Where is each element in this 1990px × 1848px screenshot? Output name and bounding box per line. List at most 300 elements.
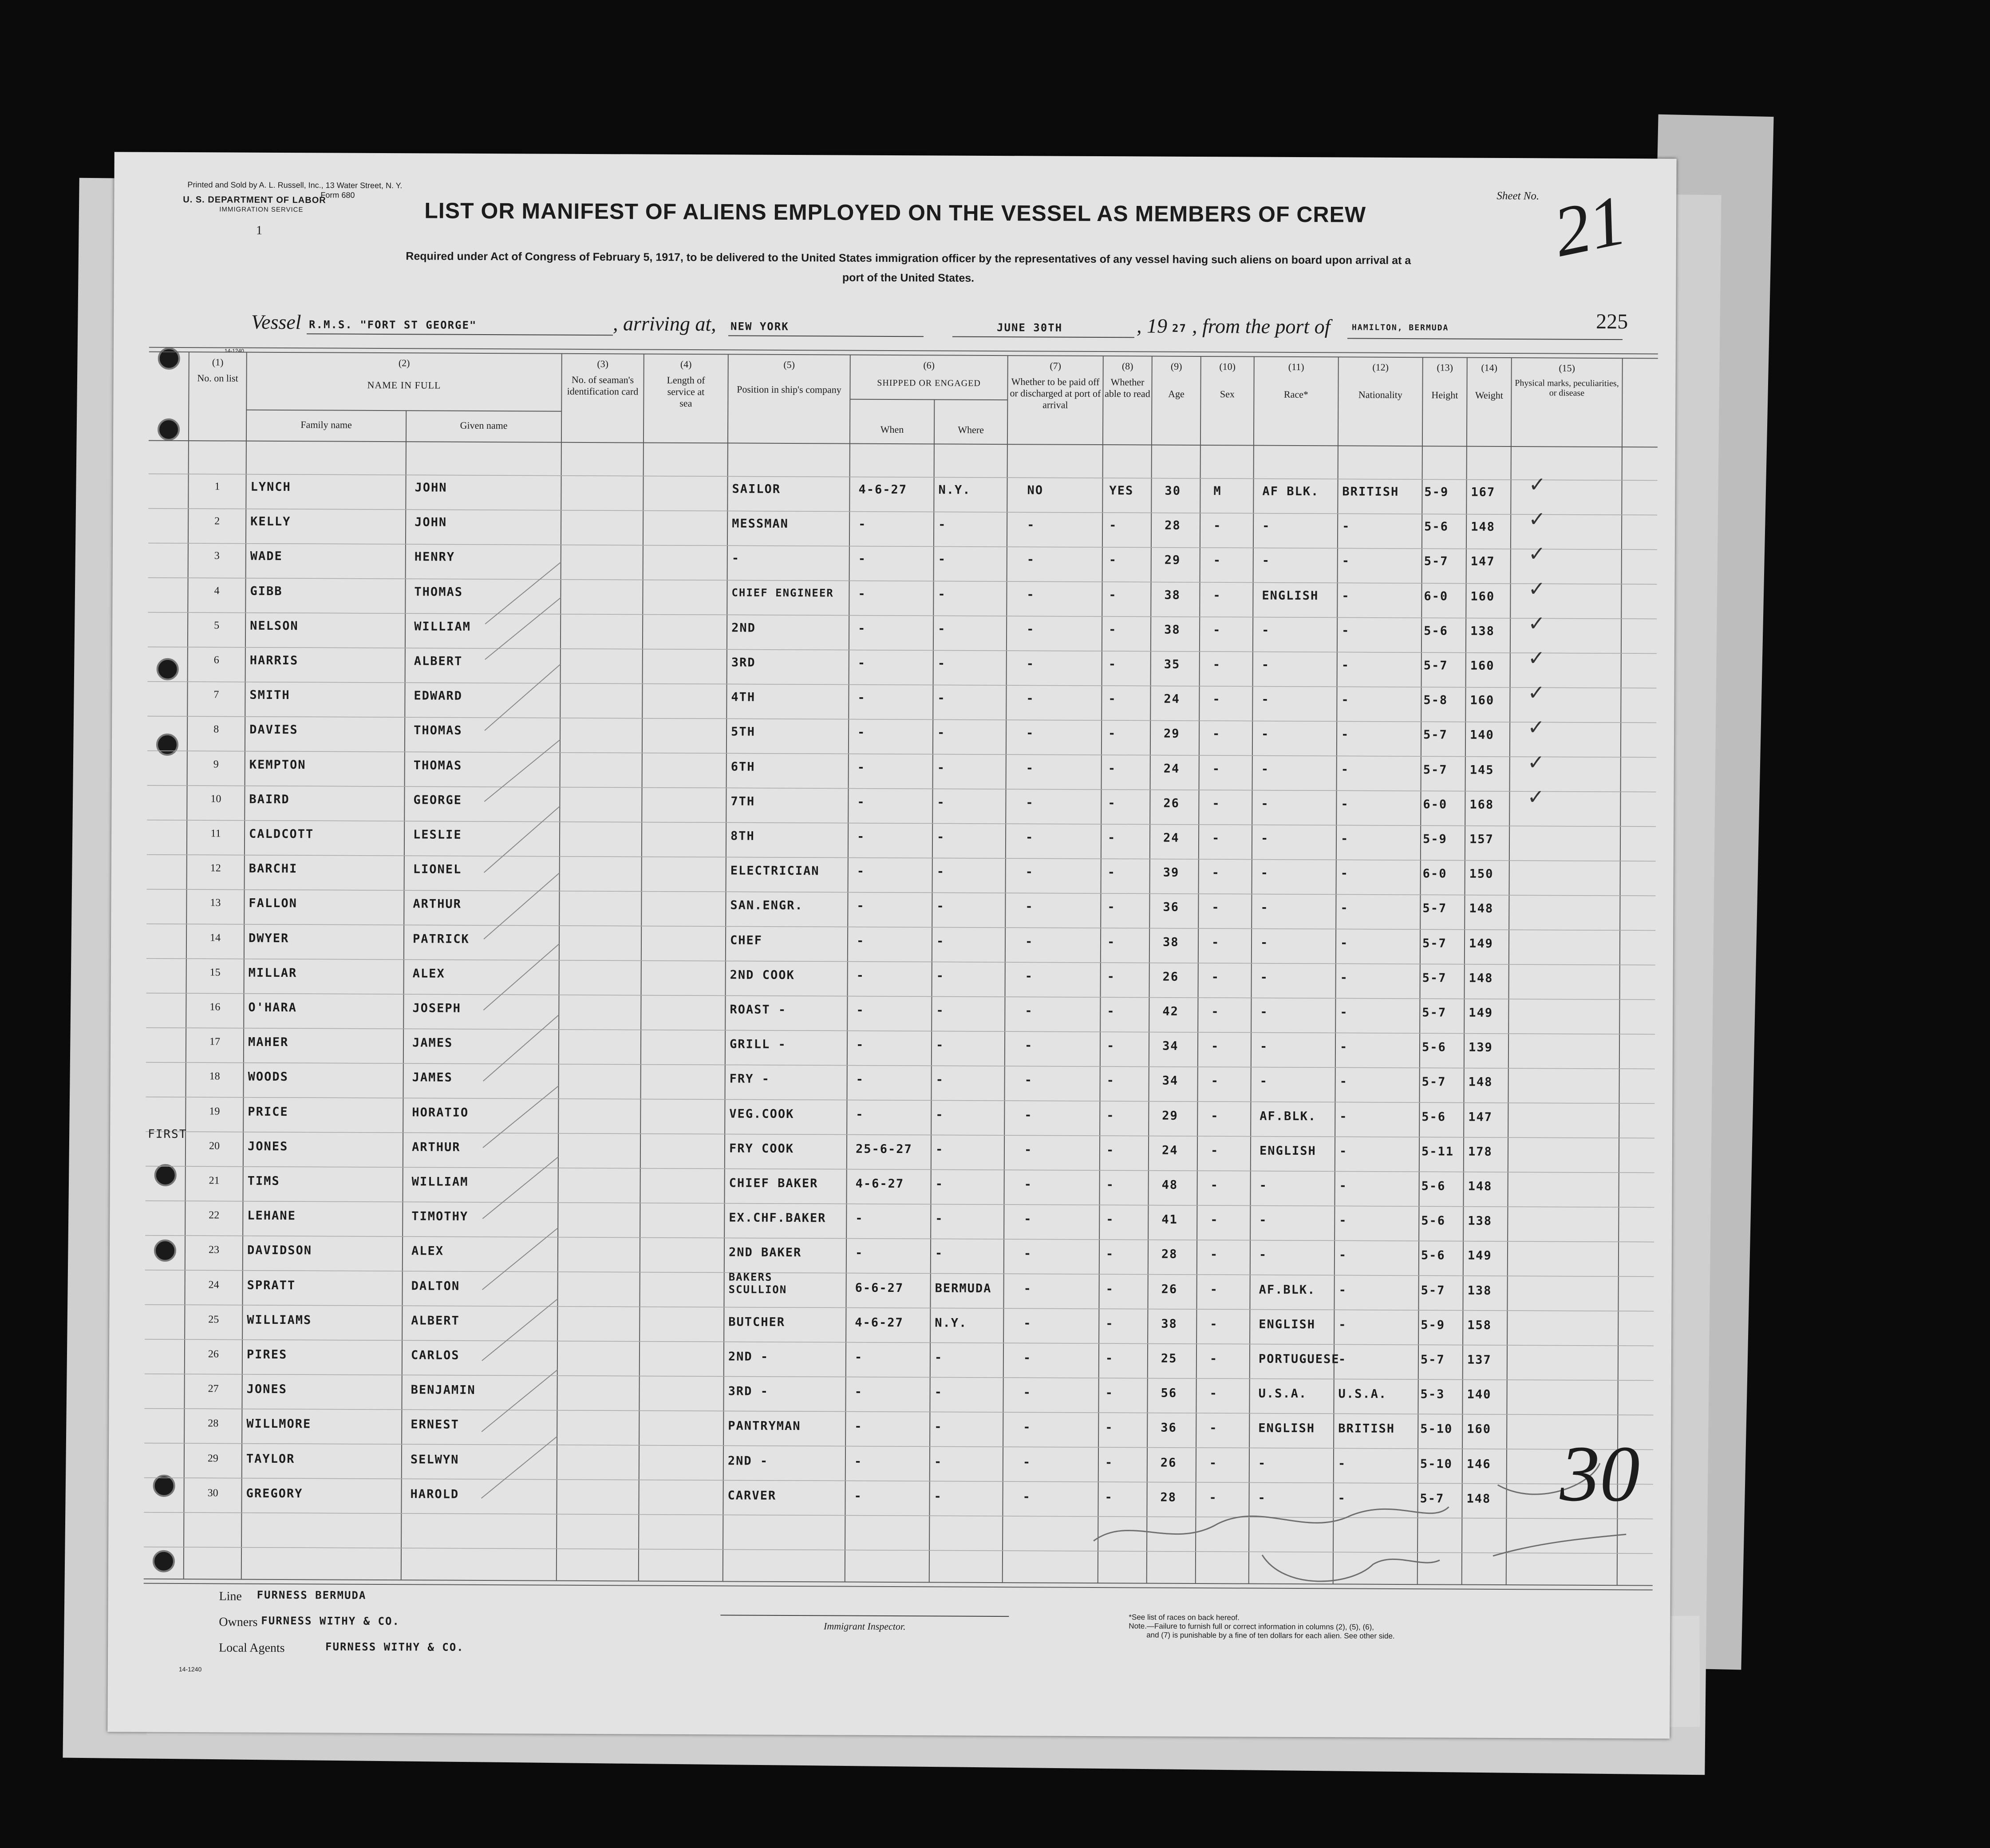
shipped-when-cell: - xyxy=(855,1211,864,1225)
race-cell: AF.BLK. xyxy=(1260,1109,1317,1123)
col-label: Weight xyxy=(1475,389,1503,401)
paid-off-cell: NO xyxy=(1027,483,1044,498)
col-label: Whether able to read xyxy=(1105,376,1150,399)
paid-off-cell: - xyxy=(1023,1351,1032,1365)
row-number: 29 xyxy=(207,1452,218,1464)
col-label: Position in ship's company xyxy=(737,383,841,395)
age-cell: 28 xyxy=(1165,518,1181,533)
race-cell: - xyxy=(1258,1491,1266,1505)
age-cell: 38 xyxy=(1164,623,1181,637)
nationality-cell: - xyxy=(1341,658,1350,672)
given-name-cell: TIMOTHY xyxy=(411,1209,469,1224)
family-name-cell: TIMS xyxy=(247,1174,280,1188)
shipped-where-cell: - xyxy=(935,1212,944,1226)
shipped-when-cell: - xyxy=(857,864,865,878)
weight-cell: 148 xyxy=(1469,902,1494,916)
shipped-where-cell: - xyxy=(936,969,945,983)
row-number: 18 xyxy=(209,1070,220,1082)
height-cell: 5-10 xyxy=(1420,1422,1453,1436)
check-mark-icon: ✓ xyxy=(1528,577,1546,600)
sex-cell: - xyxy=(1210,1178,1219,1193)
col-label: Height xyxy=(1431,389,1458,401)
weight-cell: 157 xyxy=(1469,832,1494,846)
given-name-cell: JOHN xyxy=(415,515,447,529)
row-number: 14 xyxy=(210,932,221,944)
able-to-read-cell: - xyxy=(1108,657,1117,671)
col11-header xyxy=(1254,361,1338,401)
weight-cell: 138 xyxy=(1467,1283,1492,1298)
given-name-cell: ALBERT xyxy=(411,1314,460,1328)
given-name-cell: PATRICK xyxy=(412,932,470,946)
col-label: No. on list xyxy=(197,372,238,384)
col-number: (7) xyxy=(1050,360,1062,371)
col6-header xyxy=(850,359,1007,390)
sex-cell: - xyxy=(1211,1074,1220,1088)
race-cell: - xyxy=(1261,658,1270,672)
race-cell: AF.BLK. xyxy=(1259,1283,1316,1297)
shipped-where-cell: - xyxy=(938,622,946,636)
shipped-when-cell: - xyxy=(857,795,865,809)
row-number: 15 xyxy=(209,967,221,979)
paid-off-cell: - xyxy=(1025,1004,1033,1018)
position-cell: 2ND BAKER xyxy=(728,1245,802,1260)
service-name: IMMIGRATION SERVICE xyxy=(219,205,304,214)
weight-cell: 148 xyxy=(1469,971,1493,985)
shipped-when-cell: - xyxy=(858,517,867,531)
sex-cell: - xyxy=(1210,1317,1218,1331)
able-to-read-cell: - xyxy=(1106,1212,1114,1227)
nationality-cell: - xyxy=(1339,1109,1348,1124)
age-cell: 29 xyxy=(1164,727,1180,741)
shipped-where-cell: BERMUDA xyxy=(935,1281,992,1295)
given-name-cell: LIONEL xyxy=(413,862,462,877)
paid-off-cell: - xyxy=(1024,1039,1033,1053)
height-cell: 5-7 xyxy=(1420,1353,1445,1367)
paid-off-cell: - xyxy=(1023,1386,1031,1400)
paid-off-cell: - xyxy=(1025,865,1034,879)
shipped-where-cell: - xyxy=(934,1350,943,1365)
race-cell: PORTUGUESE xyxy=(1258,1352,1340,1366)
able-to-read-cell: - xyxy=(1107,969,1116,983)
paid-off-cell: - xyxy=(1027,622,1035,636)
shipped-where-cell: - xyxy=(936,1003,944,1018)
able-to-read-cell: - xyxy=(1107,935,1116,949)
position-cell: GRILL - xyxy=(729,1037,786,1052)
sex-cell: - xyxy=(1209,1386,1218,1401)
given-name-cell: HENRY xyxy=(414,550,455,565)
family-name-cell: DAVIDSON xyxy=(247,1244,312,1258)
able-to-read-cell: - xyxy=(1107,900,1116,914)
age-cell: 38 xyxy=(1164,588,1181,602)
paid-off-cell: - xyxy=(1024,1212,1032,1226)
weight-cell: 178 xyxy=(1468,1145,1492,1159)
nationality-cell: - xyxy=(1342,624,1350,638)
age-cell: 24 xyxy=(1161,1143,1178,1157)
family-name-cell: SPRATT xyxy=(247,1278,296,1292)
position-cell: CARVER xyxy=(727,1489,777,1503)
department-name: U. S. DEPARTMENT OF LABOR xyxy=(183,195,326,205)
check-mark-icon: ✓ xyxy=(1527,750,1545,774)
weight-cell: 147 xyxy=(1468,1110,1493,1124)
year-prefix: , 19 xyxy=(1136,314,1168,337)
given-name-cell: ARTHUR xyxy=(411,1140,461,1154)
age-cell: 36 xyxy=(1163,900,1179,915)
row-number: 19 xyxy=(209,1105,220,1117)
shipped-when-cell: 4-6-27 xyxy=(858,482,908,497)
shipped-where-cell: - xyxy=(937,726,946,740)
nationality-cell: - xyxy=(1342,589,1350,603)
row-number: 28 xyxy=(208,1418,219,1429)
shipped-when-cell: - xyxy=(857,829,865,844)
col-label: Whether to be paid off or discharged at port of arrival xyxy=(1010,376,1101,411)
nationality-cell: - xyxy=(1339,1040,1348,1054)
from-port-label: , from the port of xyxy=(1192,314,1331,338)
nationality-cell: - xyxy=(1339,1283,1347,1297)
sex-cell: - xyxy=(1209,1352,1218,1366)
height-cell: 5-6 xyxy=(1421,1110,1446,1124)
weight-cell: 139 xyxy=(1468,1040,1493,1055)
row-number: 8 xyxy=(213,723,219,735)
position-cell: 2ND - xyxy=(728,1350,769,1364)
sex-cell: M xyxy=(1213,484,1222,498)
family-name-cell: WILLMORE xyxy=(246,1417,312,1431)
age-cell: 35 xyxy=(1164,657,1181,671)
row-number: 10 xyxy=(210,793,221,805)
able-to-read-cell: - xyxy=(1106,1316,1114,1331)
given-name-cell: ARTHUR xyxy=(413,897,462,912)
paid-off-cell: - xyxy=(1023,1247,1032,1261)
col-label: Physical marks, peculiarities, or disease xyxy=(1515,378,1619,398)
printer-line: Printed and Sold by A. L. Russell, Inc., 13 Water Street, N. Y. xyxy=(187,180,403,190)
row-number: 26 xyxy=(208,1348,219,1360)
weight-cell: 158 xyxy=(1467,1318,1492,1332)
shipped-when-cell: - xyxy=(856,934,865,948)
paid-off-cell: - xyxy=(1025,934,1034,948)
shipped-where-cell: - xyxy=(934,1455,943,1469)
sheet-number-handwritten: 21 xyxy=(1547,180,1633,272)
age-cell: 26 xyxy=(1162,970,1179,984)
sex-cell: - xyxy=(1210,1282,1218,1296)
shipped-when-cell: - xyxy=(857,760,866,774)
able-to-read-cell: - xyxy=(1106,1108,1115,1122)
shipped-where-cell: N.Y. xyxy=(938,483,971,497)
weight-cell: 148 xyxy=(1466,1492,1491,1506)
nationality-cell: - xyxy=(1339,1318,1347,1332)
sex-cell: - xyxy=(1210,1248,1219,1262)
race-cell: AF BLK. xyxy=(1262,484,1319,499)
sex-cell: - xyxy=(1211,1039,1220,1054)
paid-off-cell: - xyxy=(1026,691,1034,706)
nationality-cell: - xyxy=(1340,832,1349,846)
row-number: 1 xyxy=(214,481,220,493)
race-cell: - xyxy=(1260,866,1269,880)
nationality-cell: - xyxy=(1339,1179,1347,1193)
col-number: (15) xyxy=(1559,362,1575,374)
row-number: 12 xyxy=(210,862,221,874)
paid-off-cell: - xyxy=(1026,726,1034,740)
shipped-where-cell: - xyxy=(938,587,946,601)
able-to-read-cell: - xyxy=(1105,1455,1113,1469)
shipped-when-cell: - xyxy=(857,899,865,913)
position-cell: CHEF xyxy=(730,933,763,948)
sex-cell: - xyxy=(1212,692,1221,707)
nationality-cell: BRITISH xyxy=(1338,1422,1395,1436)
position-cell: BAKERS SCULLION xyxy=(728,1270,787,1296)
col-label: Sex xyxy=(1220,388,1235,400)
given-name-cell: ALBERT xyxy=(414,654,463,668)
family-name-cell: MAHER xyxy=(248,1035,289,1050)
inspector-signature xyxy=(1094,1461,1627,1583)
height-cell: 5-6 xyxy=(1421,1040,1446,1054)
height-cell: 5-9 xyxy=(1421,1318,1445,1332)
age-cell: 24 xyxy=(1164,692,1181,707)
col6b-header: Where xyxy=(958,424,984,435)
able-to-read-cell: - xyxy=(1108,692,1117,706)
col12-header xyxy=(1338,361,1422,401)
able-to-read-cell: - xyxy=(1105,1386,1113,1400)
col9-header xyxy=(1152,361,1200,400)
col-number: (2) xyxy=(398,357,410,369)
col-label: SHIPPED OR ENGAGED xyxy=(877,378,981,388)
shipped-when-cell: - xyxy=(857,656,866,670)
weight-cell: 149 xyxy=(1469,1006,1493,1020)
nationality-cell: - xyxy=(1340,1005,1348,1019)
shipped-where-cell: - xyxy=(935,1246,944,1260)
age-cell: 26 xyxy=(1160,1456,1177,1470)
sex-cell: - xyxy=(1210,1143,1219,1158)
family-name-cell: GIBB xyxy=(250,584,283,598)
weight-cell: 149 xyxy=(1467,1249,1492,1263)
nationality-cell: - xyxy=(1340,901,1349,915)
family-name-cell: KEMPTON xyxy=(249,758,306,772)
shipped-where-cell: - xyxy=(937,761,946,775)
shipped-when-cell: - xyxy=(854,1420,863,1434)
height-cell: 6-0 xyxy=(1424,589,1449,604)
weight-cell: 148 xyxy=(1468,1075,1493,1090)
nationality-cell: - xyxy=(1338,1456,1346,1471)
weight-cell: 148 xyxy=(1471,520,1495,534)
age-cell: 39 xyxy=(1163,865,1180,880)
col4-header xyxy=(644,359,728,410)
line-label: Line xyxy=(219,1589,242,1603)
age-cell: 26 xyxy=(1163,796,1180,810)
race-cell: U.S.A. xyxy=(1258,1386,1307,1401)
row-number: 11 xyxy=(210,828,221,840)
position-cell: 2ND xyxy=(731,621,756,635)
given-name-cell: WILLIAM xyxy=(414,620,471,634)
position-cell: 5TH xyxy=(731,725,755,739)
given-name-cell: CARLOS xyxy=(411,1348,460,1362)
paid-off-cell: - xyxy=(1023,1316,1032,1331)
check-mark-icon: ✓ xyxy=(1528,647,1545,670)
nationality-cell: - xyxy=(1341,693,1350,707)
shipped-when-cell: - xyxy=(858,621,866,636)
height-cell: 5-9 xyxy=(1422,832,1447,846)
age-cell: 24 xyxy=(1163,831,1180,845)
shipped-when-cell: - xyxy=(854,1454,863,1469)
shipped-where-cell: - xyxy=(938,517,947,532)
able-to-read-cell: - xyxy=(1109,622,1117,636)
height-cell: 5-7 xyxy=(1422,901,1447,916)
able-to-read-cell: - xyxy=(1105,1490,1113,1504)
height-cell: 5-7 xyxy=(1424,554,1449,569)
height-cell: 5-7 xyxy=(1421,1075,1446,1089)
height-cell: 5-7 xyxy=(1423,728,1448,742)
paid-off-cell: - xyxy=(1023,1490,1031,1504)
col1-header xyxy=(189,356,247,384)
col-label: Race* xyxy=(1283,388,1308,400)
paid-off-cell: - xyxy=(1026,796,1034,810)
form-code-bottom: 14-1240 xyxy=(178,1666,202,1673)
height-cell: 5-7 xyxy=(1420,1491,1445,1506)
shipped-when-cell: - xyxy=(855,1246,864,1260)
col14-header xyxy=(1467,362,1511,401)
sex-cell: - xyxy=(1212,727,1221,741)
paid-off-cell: - xyxy=(1024,1177,1032,1192)
nationality-cell: - xyxy=(1339,1074,1348,1089)
age-cell: 28 xyxy=(1161,1248,1178,1262)
row-number: 3 xyxy=(214,550,220,562)
paid-off-cell: - xyxy=(1027,587,1035,601)
row-number: 4 xyxy=(214,584,220,596)
able-to-read-cell: - xyxy=(1106,1247,1114,1261)
given-name-cell: LESLIE xyxy=(413,828,462,842)
col-label: NAME IN FULL xyxy=(367,379,441,391)
sex-cell: - xyxy=(1212,796,1220,811)
shipped-where-cell: - xyxy=(936,1038,944,1052)
handwritten-total: 30 xyxy=(1560,1429,1640,1518)
family-name-cell: DWYER xyxy=(248,931,289,945)
race-cell: - xyxy=(1260,970,1269,984)
height-cell: 5-6 xyxy=(1424,520,1449,534)
nationality-cell: U.S.A. xyxy=(1338,1387,1387,1402)
row-number: 6 xyxy=(213,654,219,666)
col-number: (3) xyxy=(597,358,609,370)
paid-off-cell: - xyxy=(1024,1108,1033,1122)
able-to-read-cell: - xyxy=(1109,518,1117,533)
row-number: 21 xyxy=(209,1175,220,1187)
weight-cell: 138 xyxy=(1470,624,1495,638)
shipped-when-cell: - xyxy=(856,1003,865,1017)
height-cell: 5-7 xyxy=(1423,762,1448,777)
given-name-cell: THOMAS xyxy=(414,723,462,738)
check-mark-icon: ✓ xyxy=(1528,612,1545,635)
shipped-when-cell: - xyxy=(854,1385,863,1399)
document-title: LIST OR MANIFEST OF ALIENS EMPLOYED ON THE VESSEL AS MEMBERS OF CREW xyxy=(424,198,1366,227)
sex-cell: - xyxy=(1213,623,1221,637)
race-cell: - xyxy=(1260,831,1269,845)
able-to-read-cell: - xyxy=(1107,865,1116,880)
position-cell: CHIEF BAKER xyxy=(729,1176,818,1191)
shipped-where-cell: - xyxy=(936,1108,944,1122)
family-name-cell: WADE xyxy=(250,549,283,564)
family-name-cell: JONES xyxy=(247,1139,288,1153)
sex-cell: - xyxy=(1213,553,1222,568)
height-cell: 5-10 xyxy=(1420,1457,1453,1471)
shipped-where-cell: - xyxy=(935,1142,944,1157)
sex-cell: - xyxy=(1212,900,1220,915)
from-port: HAMILTON, BERMUDA xyxy=(1352,323,1449,333)
check-mark-icon: ✓ xyxy=(1527,786,1545,809)
sex-cell: - xyxy=(1212,658,1221,672)
family-name-cell: BAIRD xyxy=(249,792,290,806)
race-cell: - xyxy=(1261,762,1270,776)
check-mark-icon: ✓ xyxy=(1528,473,1546,496)
col-label: Age xyxy=(1168,388,1185,399)
sex-cell: - xyxy=(1209,1456,1218,1470)
col-number: (11) xyxy=(1288,361,1304,373)
col2-header xyxy=(246,357,561,392)
page-mark: 1 xyxy=(256,223,263,237)
able-to-read-cell: - xyxy=(1108,727,1117,741)
age-cell: 34 xyxy=(1162,1039,1179,1054)
position-cell: BUTCHER xyxy=(728,1315,786,1329)
height-cell: 5-7 xyxy=(1421,1283,1445,1298)
position-cell: 3RD xyxy=(731,655,756,670)
race-cell: - xyxy=(1259,1178,1267,1193)
paid-off-cell: - xyxy=(1023,1420,1031,1434)
nationality-cell: - xyxy=(1340,866,1349,881)
position-cell: SAN.ENGR. xyxy=(730,898,803,913)
age-cell: 28 xyxy=(1160,1490,1177,1504)
arrival-date: JUNE 30TH xyxy=(997,321,1063,334)
footer-note xyxy=(1129,1613,1572,1641)
nationality-cell: - xyxy=(1340,936,1349,950)
age-cell: 38 xyxy=(1161,1317,1177,1331)
paid-off-cell: - xyxy=(1024,1143,1033,1157)
weight-cell: 160 xyxy=(1470,659,1495,673)
height-cell: 5-6 xyxy=(1421,1248,1445,1263)
shipped-when-cell: - xyxy=(854,1350,863,1364)
race-cell: - xyxy=(1261,727,1270,742)
weight-cell: 160 xyxy=(1470,589,1495,604)
family-name-cell: LEHANE xyxy=(247,1208,296,1223)
position-cell: EX.CHF.BAKER xyxy=(729,1211,826,1225)
given-name-cell: JAMES xyxy=(412,1070,453,1085)
position-cell: FRY COOK xyxy=(729,1141,794,1156)
col-number: (8) xyxy=(1121,360,1133,372)
family-name-cell: TAYLOR xyxy=(246,1452,295,1466)
col7-header xyxy=(1007,360,1103,411)
paid-off-cell: - xyxy=(1023,1281,1032,1295)
weight-cell: 168 xyxy=(1469,798,1494,812)
sex-cell: - xyxy=(1213,588,1221,602)
col8-header xyxy=(1103,360,1152,399)
race-cell: ENGLISH xyxy=(1262,588,1319,603)
family-name-cell: PRICE xyxy=(248,1105,288,1119)
sex-cell: - xyxy=(1209,1490,1217,1505)
shipped-where-cell: - xyxy=(937,691,946,705)
height-cell: 5-7 xyxy=(1422,936,1447,951)
nationality-cell: BRITISH xyxy=(1342,485,1399,499)
row-number: 25 xyxy=(208,1314,219,1326)
age-cell: 24 xyxy=(1163,762,1180,776)
age-cell: 56 xyxy=(1161,1386,1177,1400)
height-cell: 5-11 xyxy=(1421,1145,1454,1159)
height-cell: 5-6 xyxy=(1421,1179,1446,1193)
col-number: (12) xyxy=(1372,361,1389,373)
race-cell: - xyxy=(1261,692,1270,707)
nationality-cell: - xyxy=(1338,1491,1346,1505)
row-number: 23 xyxy=(208,1244,220,1256)
race-cell: - xyxy=(1260,936,1269,950)
age-cell: 48 xyxy=(1161,1178,1178,1192)
age-cell: 41 xyxy=(1161,1212,1178,1227)
sex-cell: - xyxy=(1211,970,1220,984)
given-name-cell: JAMES xyxy=(412,1036,453,1050)
shipped-when-cell: - xyxy=(856,1073,865,1087)
margin-note: FIRST xyxy=(148,1127,187,1141)
